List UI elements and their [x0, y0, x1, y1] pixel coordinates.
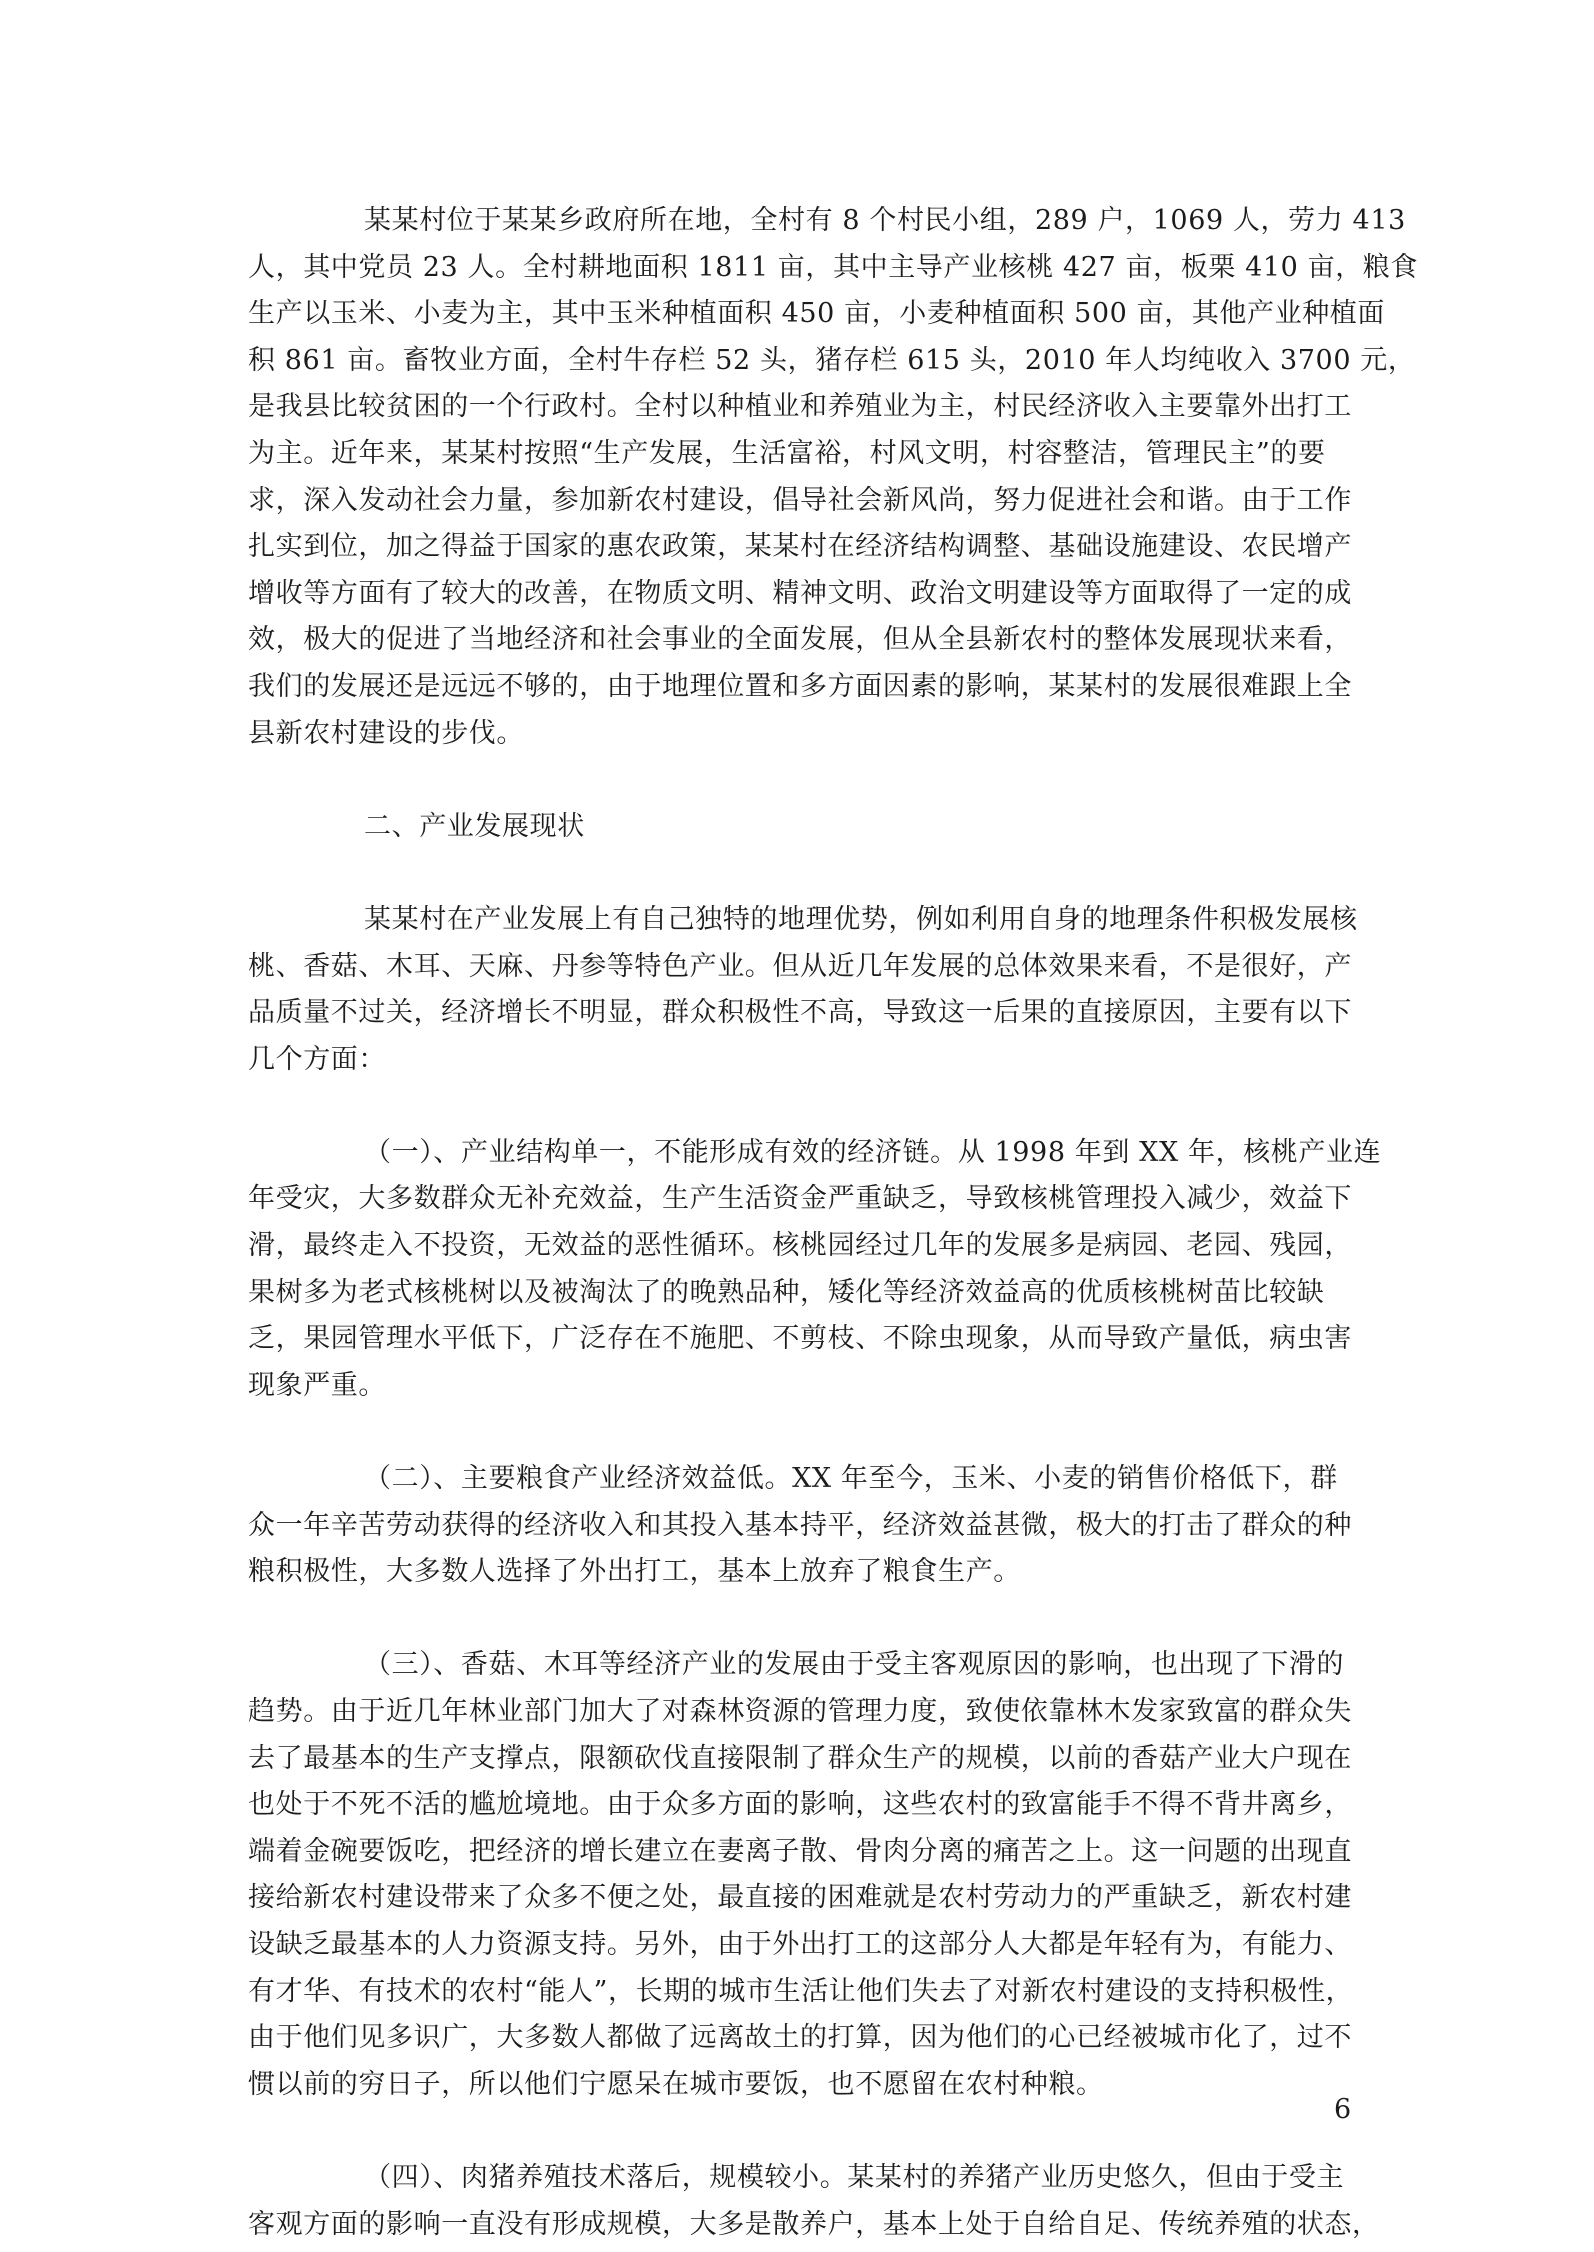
text-line: （一）、产业结构单一，不能形成有效的经济链。从 1998 年到 XX 年，核桃产业连	[364, 1136, 1382, 1168]
text-line: 积 861 亩。畜牧业方面，全村牛存栏 52 头，猪存栏 615 头，2010 年人均纯收入 3700 元，	[248, 344, 1416, 376]
text-line: 桃、香菇、木耳、天麻、丹参等特色产业。但从近几年发展的总体效果来看，不是很好，产	[248, 950, 1352, 982]
paragraph-industry-overview	[248, 897, 1358, 1083]
text-line: 惯以前的穷日子，所以他们宁愿呆在城市要饭，也不愿留在农村种粮。	[248, 2068, 1104, 2100]
text-line: 设缺乏最基本的人力资源支持。另外，由于外出打工的这部分人大都是年轻有为，有能力、	[248, 1928, 1352, 1960]
paragraph-point-four	[248, 2155, 1380, 2248]
paragraph-spacer	[248, 1083, 1348, 1130]
text-line: 客观方面的影响一直没有形成规模，大多是散养户，基本上处于自给自足、传统养殖的状态，	[248, 2208, 1380, 2240]
text-line: 品质量不过关，经济增长不明显，群众积极性不高，导致这一后果的直接原因，主要有以下	[248, 997, 1352, 1029]
section-heading: 二、产业发展现状	[364, 810, 585, 842]
text-line: 生产以玉米、小麦为主，其中玉米种植面积 450 亩，小麦种植面积 500 亩，其他产业种植面	[248, 298, 1385, 330]
text-line: 也处于不死不活的尴尬境地。由于众多方面的影响，这些农村的致富能手不得不背井离乡，	[248, 1789, 1352, 1821]
paragraph-point-one	[248, 1130, 1382, 1410]
paragraph-village-overview	[248, 198, 1418, 757]
page-number: 6	[1334, 2094, 1352, 2125]
text-line: 年受灾，大多数群众无补充效益，生产生活资金严重缺乏，导致核桃管理投入减少，效益下	[248, 1183, 1352, 1215]
text-line: 是我县比较贫困的一个行政村。全村以种植业和养殖业为主，村民经济收入主要靠外出打工	[248, 391, 1352, 423]
text-line: 我们的发展还是远远不够的，由于地理位置和多方面因素的影响，某某村的发展很难跟上全	[248, 670, 1352, 702]
text-line: 粮积极性，大多数人选择了外出打工，基本上放弃了粮食生产。	[248, 1556, 1021, 1588]
paragraph-spacer	[248, 1596, 1348, 1643]
paragraph-spacer	[248, 757, 1348, 804]
document-body	[248, 198, 1418, 2248]
text-line: 某某村位于某某乡政府所在地，全村有 8 个村民小组，289 户，1069 人，劳力 413	[364, 205, 1406, 236]
text-line: 几个方面：	[248, 1043, 386, 1075]
text-line: （二）、主要粮食产业经济效益低。XX 年至今，玉米、小麦的销售价格低下，群	[364, 1463, 1338, 1495]
text-line: 趋势。由于近几年林业部门加大了对森林资源的管理力度，致使依靠林木发家致富的群众失	[248, 1696, 1352, 1727]
text-line: 县新农村建设的步伐。	[248, 717, 524, 749]
text-line: 增收等方面有了较大的改善，在物质文明、精神文明、政治文明建设等方面取得了一定的成	[248, 577, 1352, 609]
text-line: 由于他们见多识广，大多数人都做了远离故土的打算，因为他们的心已经被城市化了，过不	[248, 2022, 1352, 2054]
text-line: 滑，最终走入不投资，无效益的恶性循环。核桃园经过几年的发展多是病园、老园、残园，	[248, 1230, 1352, 1262]
text-line: 扎实到位，加之得益于国家的惠农政策，某某村在经济结构调整、基础设施建设、农民增产	[248, 531, 1352, 563]
text-line: 乏，果园管理水平低下，广泛存在不施肥、不剪枝、不除虫现象，从而导致产量低，病虫害	[248, 1323, 1352, 1355]
paragraph-spacer	[248, 1409, 1348, 1456]
text-line: 求，深入发动社会力量，参加新农村建设，倡导社会新风尚，努力促进社会和谐。由于工作	[248, 484, 1352, 516]
paragraph-spacer	[248, 2108, 1348, 2155]
text-line: 果树多为老式核桃树以及被淘汰了的晚熟品种，矮化等经济效益高的优质核桃树苗比较缺	[248, 1276, 1325, 1308]
text-line: 众一年辛苦劳动获得的经济收入和其投入基本持平，经济效益甚微，极大的打击了群众的种	[248, 1509, 1352, 1541]
text-line: 有才华、有技术的农村“能人”，长期的城市生活让他们失去了对新农村建设的支持积极性，	[248, 1975, 1354, 2007]
paragraph-point-three	[248, 1642, 1354, 2108]
text-line: 某某村在产业发展上有自己独特的地理优势，例如利用自身的地理条件积极发展核	[364, 903, 1358, 935]
text-line: 端着金碗要饭吃，把经济的增长建立在妻离子散、骨肉分离的痛苦之上。这一问题的出现直	[248, 1835, 1352, 1867]
text-line: 为主。近年来，某某村按照“生产发展，生活富裕，村风文明，村容整洁，管理民主”的要	[248, 437, 1326, 469]
text-line: （三）、香菇、木耳等经济产业的发展由于受主客观原因的影响，也出现了下滑的	[364, 1649, 1345, 1681]
text-line: 现象严重。	[248, 1369, 386, 1401]
paragraph-point-two	[248, 1456, 1352, 1596]
paragraph-spacer	[248, 850, 1348, 897]
text-line: 效，极大的促进了当地经济和社会事业的全面发展，但从全县新农村的整体发展现状来看，	[248, 624, 1352, 656]
text-line: 人，其中党员 23 人。全村耕地面积 1811 亩，其中主导产业核桃 427 亩，板栗 410 亩，粮食	[248, 251, 1418, 283]
text-line: 接给新农村建设带来了众多不便之处，最直接的困难就是农村劳动力的严重缺乏，新农村建	[248, 1882, 1352, 1914]
text-line: （四）、肉猪养殖技术落后，规模较小。某某村的养猪产业历史悠久，但由于受主	[364, 2161, 1345, 2193]
text-line: 去了最基本的生产支撑点，限额砍伐直接限制了群众生产的规模，以前的香菇产业大户现在	[248, 1742, 1352, 1774]
